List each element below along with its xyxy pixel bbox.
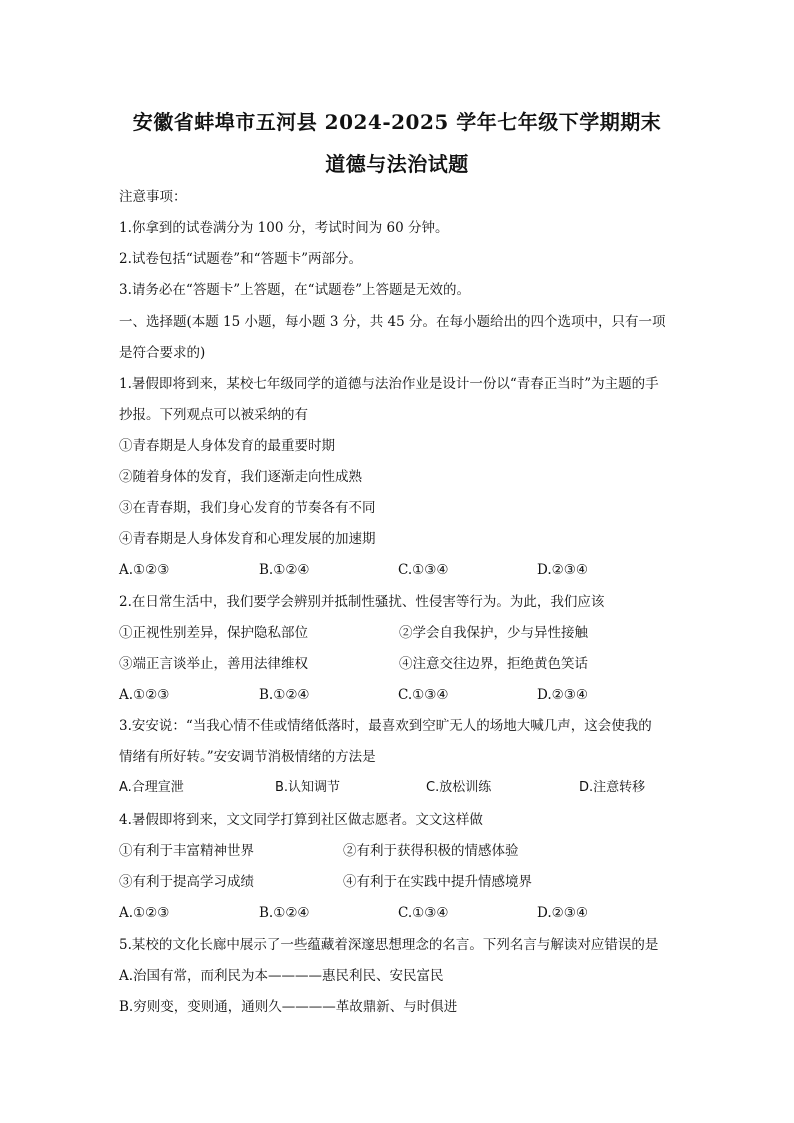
q1-option-a: A.①②③ <box>119 562 170 578</box>
q4-item-2: ②有利于获得积极的情感体验 <box>343 843 519 859</box>
q2-option-a: A.①②③ <box>119 687 170 703</box>
q2-item-1: ①正视性别差异，保护隐私部位 <box>119 625 308 641</box>
section-heading-cont: 是符合要求的) <box>119 345 206 361</box>
q3-option-a: A.合理宣泄 <box>119 780 184 795</box>
q5-option-b: B.穷则变，变则通，通则久————革故鼎新、与时俱进 <box>119 999 458 1015</box>
q3-stem: 3.安安说：“当我心情不佳或情绪低落时，最喜欢到空旷无人的场地大喊几声，这会使我的 <box>119 718 652 734</box>
q3-option-d: D.注意转移 <box>579 780 646 795</box>
q1-options <box>119 561 679 579</box>
section-heading: 一、选择题(本题 15 小题，每小题 3 分，共 45 分。在每小题给出的四个选项中，只有一项 <box>119 314 666 330</box>
q2-options <box>119 686 679 704</box>
q1-item-3: ③在青春期，我们身心发育的节奏各有不同 <box>119 500 376 516</box>
q4-items-row-2 <box>119 873 679 891</box>
q4-items-row-1 <box>119 842 679 860</box>
note-item-3: 3.请务必在“答题卡”上答题，在“试题卷”上答题是无效的。 <box>119 282 470 298</box>
q4-item-4: ④有利于在实践中提升情感境界 <box>343 874 532 890</box>
q2-option-d: D.②③④ <box>537 687 588 703</box>
q5-option-a: A.治国有常，而利民为本————惠民利民、安民富民 <box>119 968 444 984</box>
q4-stem: 4.暑假即将到来，文文同学打算到社区做志愿者。文文这样做 <box>119 812 483 828</box>
q2-option-c: C.①③④ <box>398 687 449 703</box>
q3-option-b: B.认知调节 <box>275 780 341 795</box>
q4-option-b: B.①②④ <box>259 905 310 921</box>
q1-item-1: ①青春期是人身体发育的最重要时期 <box>119 438 335 454</box>
exam-title: 安徽省蚌埠市五河县 2024-2025 学年七年级下学期期末 <box>132 110 662 134</box>
note-item-2: 2.试卷包括“试题卷”和“答题卡”两部分。 <box>119 251 362 267</box>
q2-option-b: B.①②④ <box>259 687 310 703</box>
q3-stem-cont: 情绪有所好转。”安安调节消极情绪的方法是 <box>119 749 376 765</box>
q1-option-b: B.①②④ <box>259 562 310 578</box>
q1-item-2: ②随着身体的发育，我们逐渐走向性成熟 <box>119 469 362 485</box>
q1-stem: 1.暑假即将到来，某校七年级同学的道德与法治作业是设计一份以“青春正当时”为主题的手 <box>119 376 659 392</box>
exam-subject-title: 道德与法治试题 <box>325 152 469 176</box>
q2-item-2: ②学会自我保护，少与异性接触 <box>399 625 588 641</box>
q1-option-c: C.①③④ <box>398 562 449 578</box>
q5-stem: 5.某校的文化长廊中展示了一些蕴藏着深邃思想理念的名言。下列名言与解读对应错误的是 <box>119 937 659 953</box>
q1-option-d: D.②③④ <box>537 562 588 578</box>
q2-item-3: ③端正言谈举止，善用法律维权 <box>119 656 308 672</box>
q4-option-a: A.①②③ <box>119 905 170 921</box>
q2-stem: 2.在日常生活中，我们要学会辨别并抵制性骚扰、性侵害等行为。为此，我们应该 <box>119 594 605 610</box>
note-item-1: 1.你拿到的试卷满分为 100 分，考试时间为 60 分钟。 <box>119 220 449 236</box>
q4-options <box>119 904 679 922</box>
q3-option-c: C.放松训练 <box>426 780 492 795</box>
notes-heading: 注意事项： <box>119 189 187 205</box>
q2-item-4: ④注意交往边界，拒绝黄色笑话 <box>399 656 588 672</box>
q4-option-d: D.②③④ <box>537 905 588 921</box>
q2-items-row-2 <box>119 655 679 673</box>
q4-option-c: C.①③④ <box>398 905 449 921</box>
q3-options <box>119 779 679 797</box>
q4-item-3: ③有利于提高学习成绩 <box>119 874 254 890</box>
q4-item-1: ①有利于丰富精神世界 <box>119 843 254 859</box>
q2-items-row-1 <box>119 624 679 642</box>
q1-stem-cont: 抄报。下列观点可以被采纳的有 <box>119 407 308 423</box>
q1-item-4: ④青春期是人身体发育和心理发展的加速期 <box>119 531 376 547</box>
